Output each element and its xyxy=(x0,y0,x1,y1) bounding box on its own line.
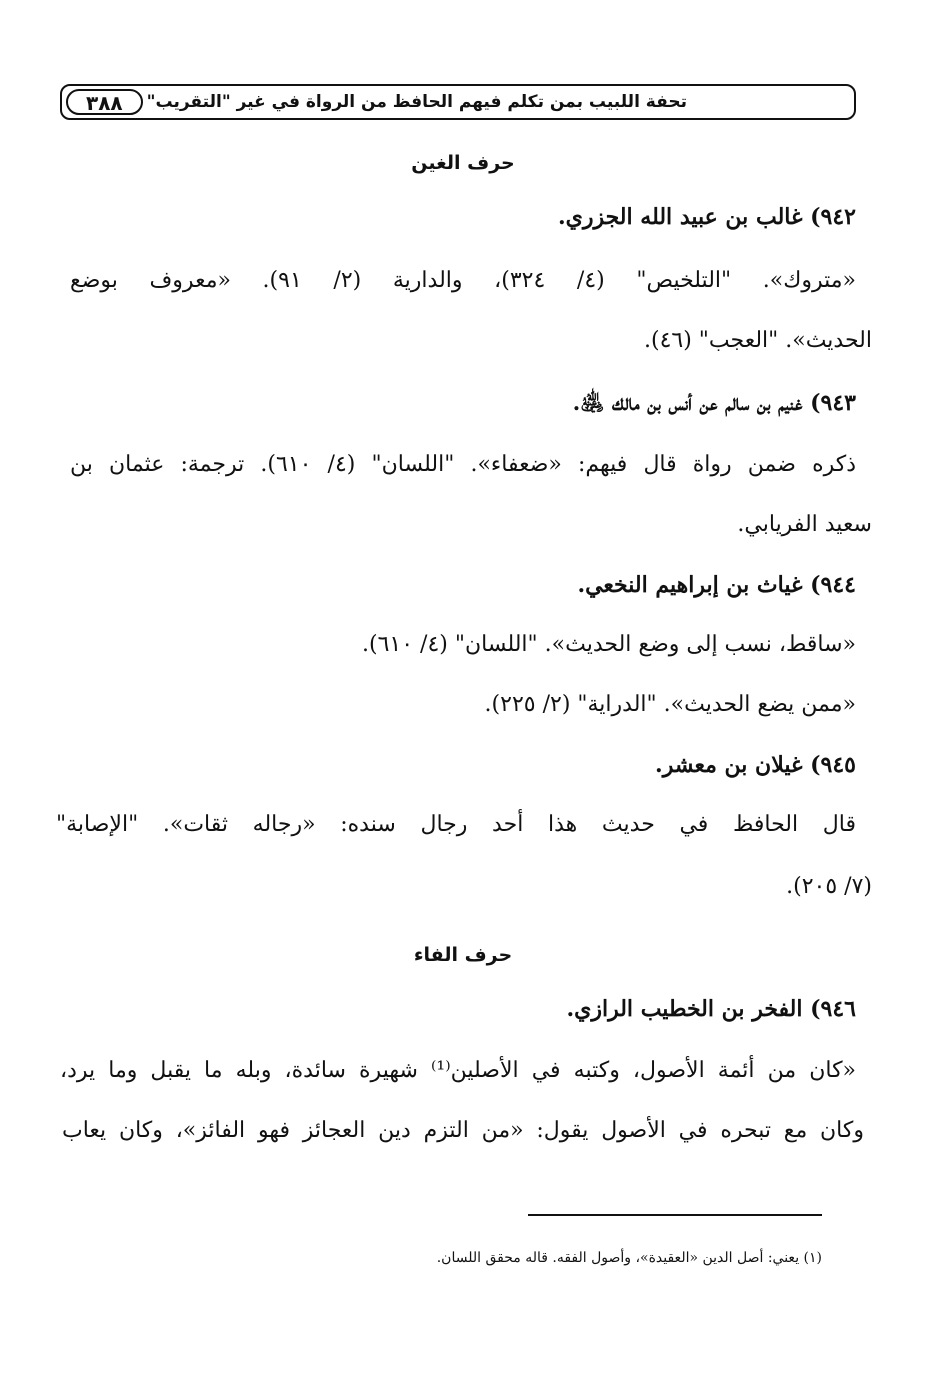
entry-942-text-cont: الحديث». "العجب" (٤٦). xyxy=(643,328,872,353)
entry-945-text-cont: (٧/ ٢٠٥). xyxy=(786,874,872,899)
entry-946-title: ٩٤٦) الفخر بن الخطيب الرازي. xyxy=(566,996,856,1022)
entry-944-text-1: «ساقط، نسب إلى وضع الحديث». "اللسان" (٤/ ٦١٠). xyxy=(362,632,856,657)
entry-945-text: قال الحافظ في حديث هذا أحد رجال سنده: «رجاله ثقات». "الإصابة" xyxy=(56,812,856,837)
entry-945-title: ٩٤٥) غيلان بن معشر. xyxy=(655,752,856,778)
entry-944-title: ٩٤٤) غياث بن إبراهيم النخعي. xyxy=(577,572,856,598)
footnote-divider xyxy=(528,1214,822,1216)
entry-944-text-2: «ممن يضع الحديث». "الدراية" (٢/ ٢٢٥). xyxy=(484,692,856,717)
book-title: تحفة اللبيب بمن تكلم فيهم الحافظ من الرواة في غير "التقريب" xyxy=(146,92,687,112)
entry-943-text-cont: سعيد الفريابي. xyxy=(737,512,872,537)
page-number: ٣٨٨ xyxy=(66,89,143,115)
footnote: (١) يعني: أصل الدين «العقيدة»، وأصول الفقه. قاله محقق اللسان. xyxy=(436,1250,822,1266)
section-heading-ghain: حرف الغين xyxy=(411,152,515,174)
entry-943-title: ٩٤٣) غنيم بن سالم عن أنس بن مالك ﵁. xyxy=(572,390,856,416)
entry-943-text: ذكره ضمن رواة قال فيهم: «ضعفاء». "اللسان" (٤/ ٦١٠). ترجمة: عثمان بن xyxy=(70,452,857,477)
section-heading-fa: حرف الفاء xyxy=(413,944,513,966)
running-header xyxy=(60,84,856,120)
entry-942-text: «متروك». "التلخيص" (٤/ ٣٢٤)، والدارية (٢/ ٩١). «معروف بوضع xyxy=(70,268,856,293)
entry-946-text: «كان من أئمة الأصول، وكتبه في الأصلين⁽¹⁾ شهيرة سائدة، وبله ما يقبل وما يرد، xyxy=(60,1058,856,1083)
entry-942-title: ٩٤٢) غالب بن عبيد الله الجزري. xyxy=(557,204,856,230)
entry-946-text-cont: وكان مع تبحره في الأصول يقول: «من التزم دين العجائز فهو الفائز»، وكان يعاب xyxy=(62,1118,864,1143)
